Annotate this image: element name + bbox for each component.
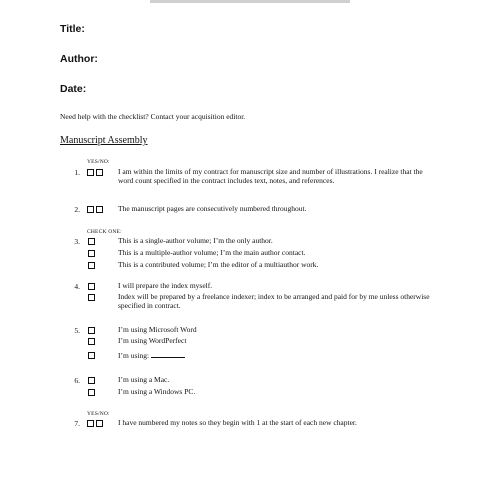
- yes-checkbox[interactable]: [87, 169, 94, 176]
- item-text: The manuscript pages are consecutively numbered throughout.: [118, 204, 307, 213]
- option-checkbox[interactable]: [88, 294, 95, 301]
- title-label: Title:: [60, 23, 85, 35]
- option-text: Index will be prepared by a freelance indexer; index to be arranged and paid for by me unless otherwise specified in contract.: [118, 292, 430, 310]
- option-checkbox[interactable]: [88, 377, 95, 384]
- no-checkbox[interactable]: [96, 169, 103, 176]
- item-number: 5.: [74, 326, 80, 335]
- option-text: I’m using a Mac.: [118, 375, 170, 384]
- section-heading: Manuscript Assembly: [60, 135, 148, 146]
- help-note: Need help with the checklist? Contact your acquisition editor.: [60, 112, 246, 121]
- no-checkbox[interactable]: [96, 420, 103, 427]
- option-text: This is a contributed volume; I’m the editor of a multiauthor work.: [118, 260, 319, 269]
- other-software-blank[interactable]: [151, 351, 185, 358]
- option-row: [118, 351, 185, 361]
- option-text: I will prepare the index myself.: [118, 281, 213, 290]
- item-number: 3.: [74, 237, 80, 246]
- option-text: This is a multiple-author volume; I’m the main author contact.: [118, 248, 306, 257]
- item-number: 1.: [74, 168, 80, 177]
- item-text: I am within the limits of my contract for manuscript size and number of illustrations. I realize that the word count specified in the contract includes text, notes, and references.: [118, 167, 423, 185]
- yes-no-label: YES/NO:: [87, 159, 110, 165]
- yes-checkbox[interactable]: [87, 206, 94, 213]
- item-number: 4.: [74, 282, 80, 291]
- option-checkbox[interactable]: [88, 238, 95, 245]
- option-text: I’m using:: [118, 351, 150, 360]
- option-text: I’m using WordPerfect: [118, 336, 187, 345]
- option-checkbox[interactable]: [88, 250, 95, 257]
- item-text: I have numbered my notes so they begin with 1 at the start of each new chapter.: [118, 418, 357, 427]
- no-checkbox[interactable]: [96, 206, 103, 213]
- option-checkbox[interactable]: [88, 327, 95, 334]
- check-one-label: CHECK ONE:: [87, 229, 122, 235]
- option-checkbox[interactable]: [88, 262, 95, 269]
- option-text: This is a single-author volume; I’m the only author.: [118, 236, 273, 245]
- item-number: 2.: [74, 205, 80, 214]
- author-label: Author:: [60, 53, 98, 65]
- yes-no-checkboxes: [87, 206, 103, 213]
- cropped-top-title: [150, 0, 350, 3]
- option-checkbox[interactable]: [88, 352, 95, 359]
- yes-no-checkboxes: [87, 420, 103, 427]
- item-number: 7.: [74, 419, 80, 428]
- yes-checkbox[interactable]: [87, 420, 94, 427]
- option-text: I’m using Microsoft Word: [118, 325, 197, 334]
- item-number: 6.: [74, 376, 80, 385]
- yes-no-label: YES/NO:: [87, 411, 110, 417]
- option-text: I’m using a Windows PC.: [118, 387, 196, 396]
- option-checkbox[interactable]: [88, 338, 95, 345]
- option-checkbox[interactable]: [88, 389, 95, 396]
- option-checkbox[interactable]: [88, 283, 95, 290]
- yes-no-checkboxes: [87, 169, 103, 176]
- date-label: Date:: [60, 83, 87, 95]
